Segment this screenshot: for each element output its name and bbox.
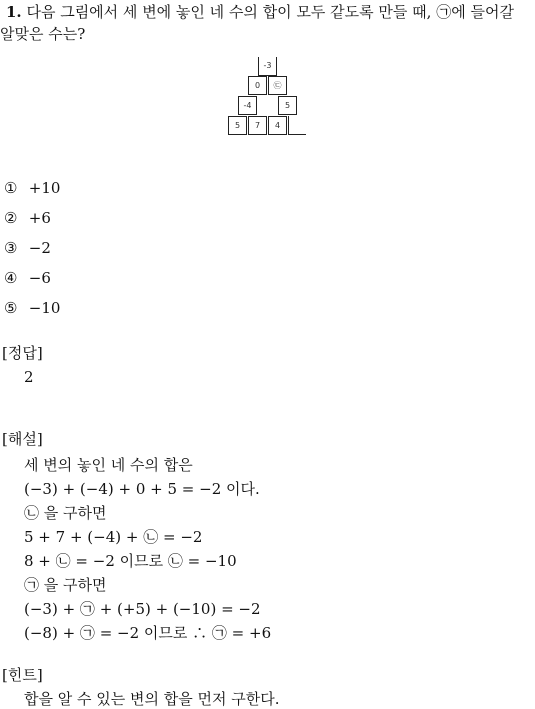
explanation-line: ㉡ 을 구하면 bbox=[24, 504, 107, 522]
explanation-line: (−8) + ㉠ = −2 이므로 ∴ ㉠ = +6 bbox=[24, 624, 272, 642]
choice-text: +6 bbox=[28, 209, 51, 227]
question-number: 1. bbox=[6, 3, 22, 21]
explanation-line: 5 + 7 + (−4) + ㉡ = −2 bbox=[24, 528, 203, 546]
explanation-line: 세 변의 놓인 네 수의 합은 bbox=[24, 456, 193, 474]
choice-number: ② bbox=[4, 209, 18, 227]
triangle-cell: 5 bbox=[228, 116, 247, 135]
choice-2[interactable] bbox=[4, 208, 60, 238]
question-text: 다음 그림에서 세 변에 놓인 네 수의 합이 모두 같도록 만들 때, ㉠에 들어갈 bbox=[26, 3, 514, 21]
choice-text: +10 bbox=[28, 179, 61, 197]
choice-3[interactable] bbox=[4, 238, 60, 268]
choice-number: ③ bbox=[4, 239, 18, 257]
explanation-line: 8 + ㉡ = −2 이므로 ㉡ = −10 bbox=[24, 552, 237, 570]
choice-5[interactable] bbox=[4, 298, 60, 328]
triangle-cell-empty bbox=[288, 116, 306, 135]
hint-label: [힌트] bbox=[2, 666, 43, 684]
triangle-cell: ㉢ bbox=[268, 76, 287, 95]
triangle-cell: -3 bbox=[258, 57, 277, 76]
triangle-cell: -4 bbox=[238, 96, 257, 115]
explanation-line: (−3) + (−4) + 0 + 5 = −2 이다. bbox=[24, 480, 260, 498]
choice-text: −6 bbox=[28, 269, 51, 287]
choice-4[interactable] bbox=[4, 268, 60, 298]
explanation-label: [해설] bbox=[2, 430, 43, 448]
explanation-line: (−3) + ㉠ + (+5) + (−10) = −2 bbox=[24, 600, 261, 618]
hint-text: 합을 알 수 있는 변의 합을 먼저 구한다. bbox=[24, 690, 280, 708]
answer-label: [정답] bbox=[2, 344, 43, 362]
question-line-1 bbox=[6, 0, 514, 24]
choice-number: ⑤ bbox=[4, 299, 18, 317]
choice-number: ④ bbox=[4, 269, 18, 287]
explanation-line: ㉠ 을 구하면 bbox=[24, 576, 107, 594]
triangle-cell: 7 bbox=[248, 116, 267, 135]
triangle-cell: 5 bbox=[278, 96, 297, 115]
choice-text: −10 bbox=[28, 299, 61, 317]
choice-1[interactable] bbox=[4, 178, 60, 208]
choice-number: ① bbox=[4, 179, 18, 197]
question-line-2: 알맞은 수는? bbox=[0, 25, 86, 43]
triangle-cell: 0 bbox=[248, 76, 267, 95]
choice-text: −2 bbox=[28, 239, 51, 257]
triangle-cell: 4 bbox=[268, 116, 287, 135]
answer-value: 2 bbox=[24, 368, 34, 386]
choice-list bbox=[4, 178, 60, 328]
